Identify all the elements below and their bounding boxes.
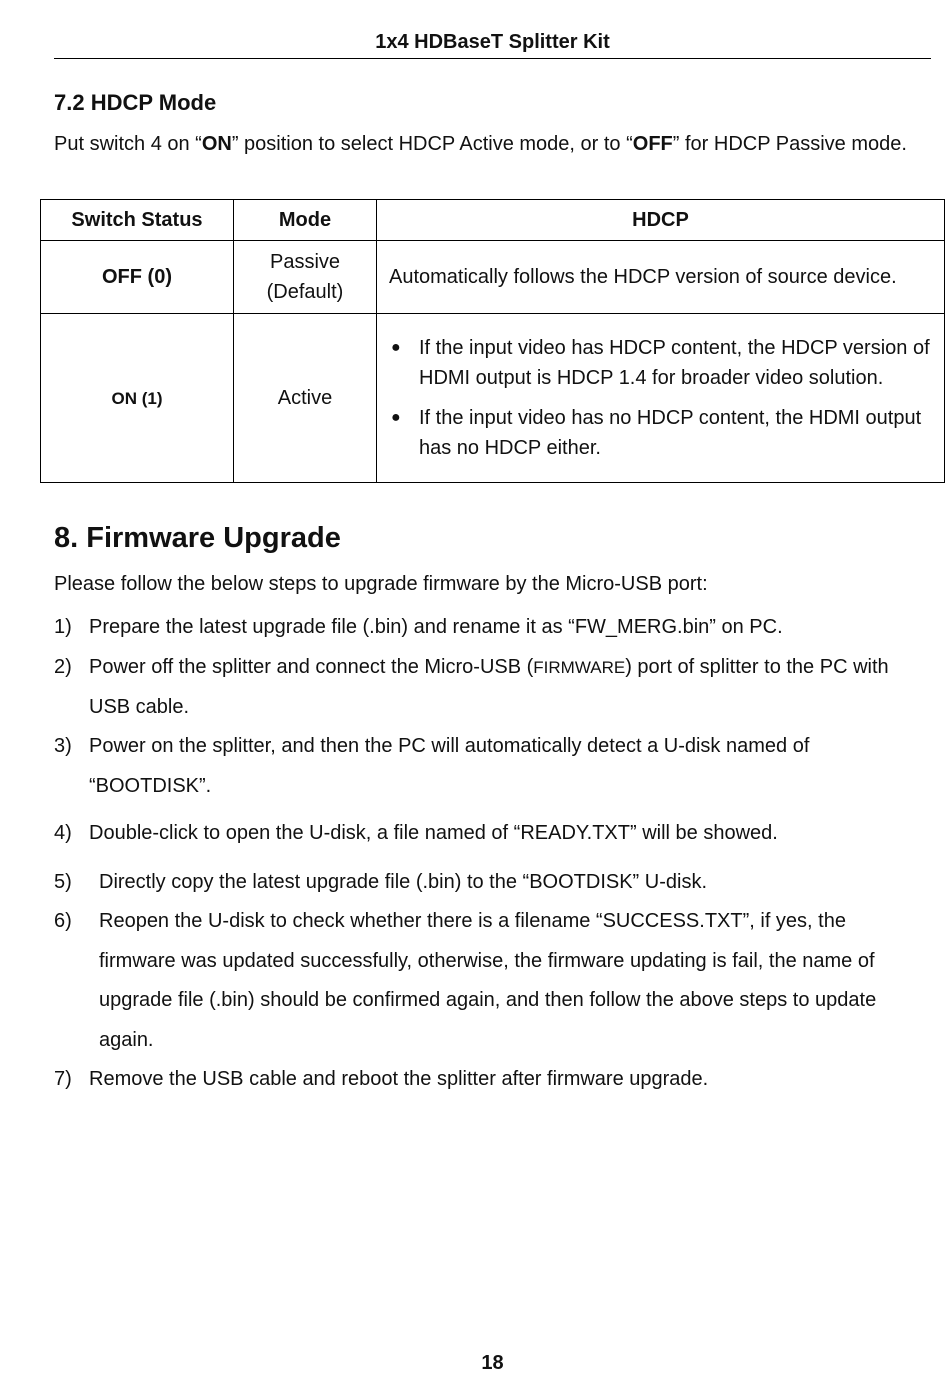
- step-number: 3): [54, 735, 72, 757]
- status-cell-on: [41, 314, 234, 483]
- step-7: [54, 1060, 916, 1100]
- bullet-text: If the input video has HDCP content, the HDCP version of HDMI output is HDCP 1.4 for broader video solution.: [419, 337, 930, 389]
- page-header: [54, 31, 931, 59]
- page-number: 18: [481, 1352, 504, 1374]
- step-text: Remove the USB cable and reboot the splitter after firmware upgrade.: [89, 1068, 709, 1090]
- step-4: [54, 814, 916, 854]
- mode-default-label: (Default): [266, 281, 344, 303]
- document-title: 1x4 HDBaseT Splitter Kit: [375, 31, 610, 53]
- mode-passive-label: Passive: [269, 251, 341, 273]
- step-3: [54, 727, 916, 806]
- intro-on-keyword: ON: [201, 133, 232, 155]
- step-6: [54, 902, 916, 1060]
- step-number: 7): [54, 1068, 72, 1090]
- list-item: [389, 403, 932, 463]
- step-number: 5): [54, 871, 72, 893]
- step-text: Reopen the U-disk to check whether there is a filename “SUCCESS.TXT”, if yes, the firmware was updated successfully, otherwise, the firmware updating is fail, the name of upgrade file (.bin) should be confirmed again, and then follow the above steps to update again.: [99, 910, 877, 1051]
- step-text: Directly copy the latest upgrade file (.bin) to the “BOOTDISK” U-disk.: [99, 871, 707, 893]
- bullet-text: If the input video has no HDCP content, the HDMI output has no HDCP either.: [419, 407, 922, 459]
- intro-off-keyword: OFF: [632, 133, 673, 155]
- firmware-port-label: FIRMWARE: [533, 658, 626, 677]
- section-7-2-heading: 7.2 HDCP Mode: [54, 90, 217, 115]
- section-8-intro: Please follow the below steps to upgrade firmware by the Micro-USB port:: [54, 573, 708, 595]
- status-on-label: ON (1): [111, 388, 163, 408]
- bullet-icon: ●: [391, 409, 401, 426]
- mode-cell-passive: [234, 241, 377, 314]
- mode-cell-active: Active: [234, 314, 377, 483]
- step-number: 4): [54, 822, 72, 844]
- step-number: 2): [54, 656, 72, 678]
- header-mode: Mode: [234, 200, 377, 241]
- step-1: [54, 608, 916, 648]
- section-7-2-intro: [54, 129, 924, 160]
- bullet-icon: ●: [391, 339, 401, 356]
- table-row: [41, 241, 945, 314]
- intro-text-post: ” for HDCP Passive mode.: [672, 133, 907, 155]
- header-hdcp: HDCP: [377, 200, 945, 241]
- hdcp-mode-table: [40, 199, 945, 483]
- table-row: [41, 314, 945, 483]
- intro-text-pre: Put switch 4 on “: [54, 133, 202, 155]
- table-header-row: [41, 200, 945, 241]
- step-text: Double-click to open the U-disk, a file named of “READY.TXT” will be showed.: [89, 822, 778, 844]
- step-text-post: ) port of splitter to the PC with USB cable.: [89, 656, 889, 718]
- list-item: [389, 333, 932, 393]
- step-text: Prepare the latest upgrade file (.bin) and rename it as “FW_MERG.bin” on PC.: [89, 616, 783, 638]
- step-text-pre: Power off the splitter and connect the Micro-USB (: [89, 656, 534, 678]
- section-8-heading: 8. Firmware Upgrade: [54, 522, 341, 554]
- intro-text-mid: ” position to select HDCP Active mode, or to “: [231, 133, 633, 155]
- step-2: [54, 648, 916, 727]
- step-number: 1): [54, 616, 72, 638]
- step-number: 6): [54, 910, 72, 932]
- step-5: [54, 863, 916, 903]
- hdcp-cell-passive: Automatically follows the HDCP version of source device.: [377, 241, 945, 314]
- hdcp-cell-active: [377, 314, 945, 483]
- hdcp-bullet-list: [389, 333, 932, 463]
- status-cell-off: OFF (0): [41, 241, 234, 314]
- header-switch-status: Switch Status: [41, 200, 234, 241]
- step-text: Power on the splitter, and then the PC will automatically detect a U-disk named of “BOOTDISK”.: [89, 735, 810, 797]
- step-text: [54, 648, 916, 727]
